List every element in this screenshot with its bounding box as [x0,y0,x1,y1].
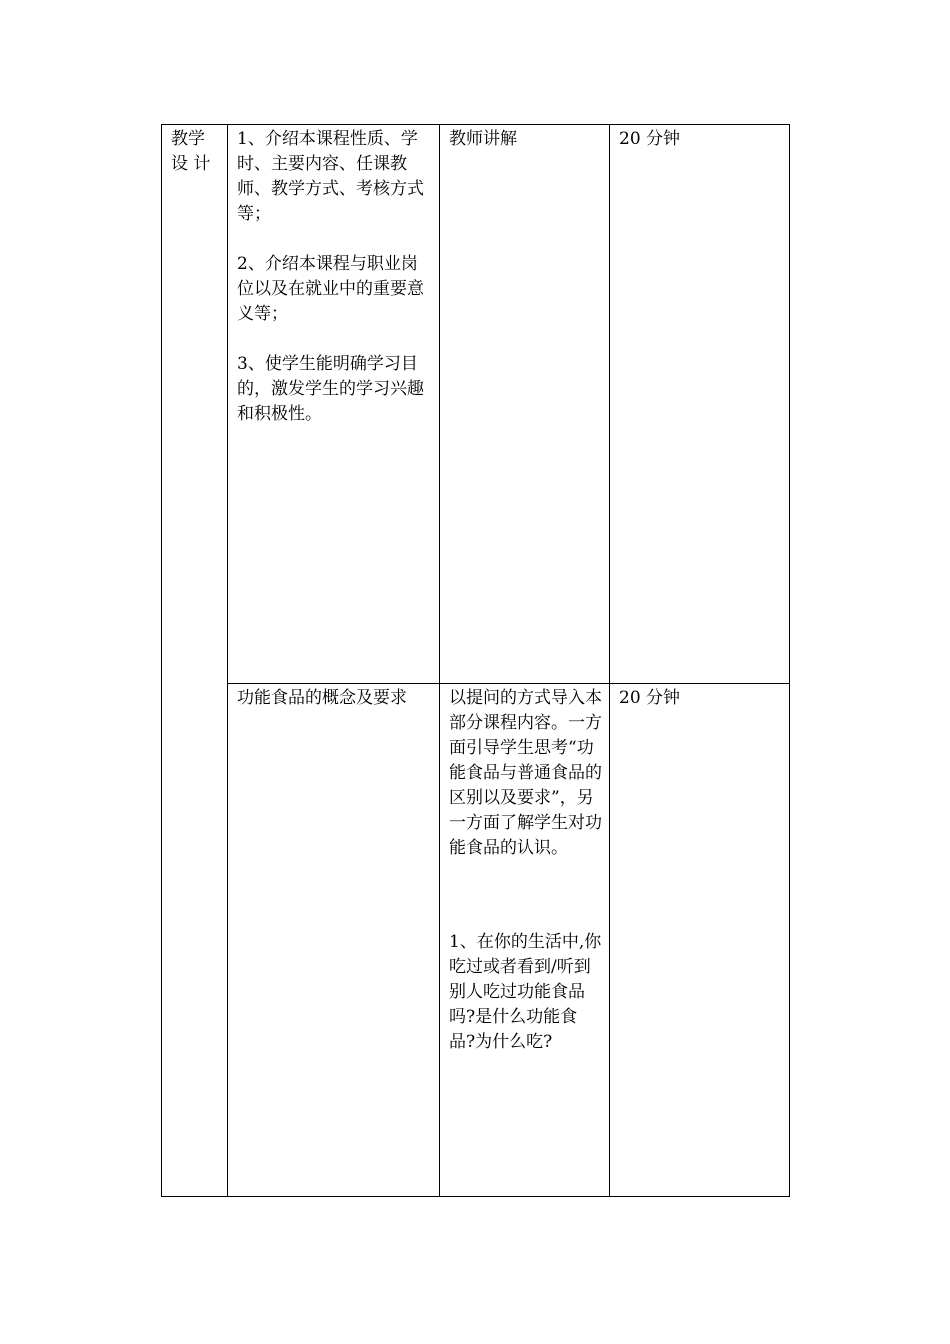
paragraph-spacer [237,227,432,252]
content-cell [228,125,440,684]
content-text: 功能食品的概念及要求 [237,688,407,708]
time-cell [610,684,790,1197]
time-text: 20 分钟 [619,129,681,149]
method-cell [440,125,610,684]
paragraph-spacer [237,327,432,352]
method-text: 教师讲解 [449,129,517,149]
time-text: 20 分钟 [619,688,681,708]
content-cell [228,684,440,1197]
table-row [162,125,790,684]
content-item-3: 3、使学生能明确学习目的，激发学生的学习兴趣和积极性。 [237,354,424,424]
content-item-2: 2、介绍本课程与职业岗位以及在就业中的重要意义等； [237,254,424,324]
section-label-line-1: 教学 [171,129,205,149]
section-label-line-2: 设 计 [171,154,211,174]
time-cell [610,125,790,684]
content-item-1: 1、介绍本课程性质、学时、主要内容、任课教师、教学方式、考核方式等； [237,129,424,224]
paragraph-spacer [449,861,602,930]
lesson-plan-table [161,124,790,1197]
method-intro-text: 以提问的方式导入本部分课程内容。一方面引导学生思考“功能食品与普通食品的区别以及要求”，另一方面了解学生对功能食品的认识。 [449,688,602,858]
method-cell [440,684,610,1197]
table-row [162,684,790,1197]
method-question-1: 1、在你的生活中,你吃过或者看到/听到别人吃过功能食品吗?是什么功能食品?为什么吃? [449,932,602,1052]
section-label-cell [162,125,228,1197]
